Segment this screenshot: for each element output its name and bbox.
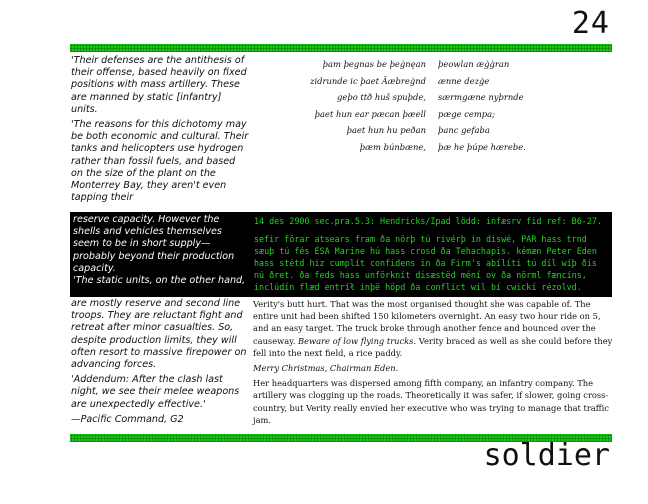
left-column-continuation: [71, 298, 249, 429]
quote-addendum: 'Addendum: After the clash last night, we see their melee weapons are unexpectedly effective.': [71, 374, 240, 410]
narrative-paragraph: [253, 298, 613, 359]
quote-line: reserve capacity. However the: [73, 214, 220, 225]
terminal-body: sefir förar atsears fram ða nörþ tú rivérþ in diswé, PAR hass trnd sæuþ tú fés ÉSA Marine hú hass crosd ða Tehachapis. kémæn Peter Eden hass stétd hiz cumplít confidens in ða Firm's abílíti tú díl wíþ ðis nú ðret. ða feds hass unförknít disæstëd méní ov ða nörml fæncíns, inclúdín flæd entríł inþë höpd ða conflict wil bí cwickí rézolvd.: [254, 234, 597, 292]
poem-half-left: þaet hun hu peðan: [346, 125, 426, 135]
poem-line: [250, 122, 550, 139]
poem-half-left: þaet hun ear pæcan þæell: [314, 108, 426, 119]
poem-line: [250, 139, 550, 156]
poem-half-right: þeowlan æġġran: [438, 59, 510, 69]
top-divider-bar: [70, 44, 612, 52]
terminal-log-panel: [70, 212, 612, 297]
poem-half-right: ænne dezġe: [438, 75, 490, 86]
quote-paragraph: are mostly reserve and second line troops. They are reluctant fight and retreat after minor casualties. So, despite production limits, they will often resort to massive firepower on advancing forces.: [71, 298, 247, 371]
quote-paragraph: 'The reasons for this dichotomy may be both economic and cultural. Their tanks and helicopters use hydrogen rather than fossil fuels, and based on the size of the plant on the Monterrey Bay, they aren't even tapping their: [71, 119, 249, 204]
narrative-paragraph: Her headquarters was dispersed among fifth company, an infantry company. The artillery was clogging up the roads. Theoretically it was safer, if slower, going cross-country, but Verity really envied her executive who was trying to manage that traffic jam.: [253, 378, 609, 425]
quote-attribution: —Pacific Command, G2: [71, 413, 184, 425]
narrative-column: [253, 298, 613, 429]
quote-overlay-text: [73, 214, 251, 287]
poem-line: [250, 56, 550, 73]
poem-half-left: zidrunde ic þaet Āæbreġnd: [310, 75, 426, 86]
left-column-quote: [71, 55, 249, 207]
narrative-emphasis: Merry Christmas, Chairman Eden.: [253, 363, 399, 374]
poem-half-left: þæm búnbæne,: [359, 141, 426, 152]
poem-half-right: þanc gefaba: [438, 125, 490, 135]
quote-paragraph: 'Their defenses are the antithesis of their offense, based heavily on fixed positions with mass artillery. These are manned by static [infantry] units.: [71, 55, 247, 115]
old-english-poem: [250, 56, 550, 155]
poem-half-right: særmgæne nyþrnde: [438, 92, 524, 102]
poem-half-left: þam þegnas be þeġnęan: [322, 59, 426, 69]
quote-line: capacity.: [73, 262, 116, 274]
narrative-emphasis: Beware of low flying trucks.: [298, 335, 417, 346]
poem-line: [250, 89, 550, 106]
narrative-text: Verity's butt hurt. That was the most organised thought she was capable of. The entire unit had been shifted 150 kilometers overnight. An easy two hour ride on 5, and an easy target. The truck broke through another fence and bounced over the causeway.: [253, 299, 601, 346]
terminal-header: 14 des 2900 sec.pra.5.3: Hendricks/Ipad lödd: infæsrv fid ref: B6-27.: [254, 216, 602, 226]
quote-line: seem to be in short supply—: [73, 238, 211, 250]
poem-line: [250, 106, 550, 123]
poem-line: [250, 73, 550, 90]
narrative-text: Verity braced as well as she could before they fell into the next field, a rice paddy.: [253, 335, 613, 358]
narrative-paragraph: [253, 362, 613, 374]
quote-line: 'The static units, on the other hand,: [73, 275, 246, 287]
poem-half-left: geþo ttð huš spuþde,: [337, 92, 426, 102]
poem-half-right: þæ he þúpe hærebe.: [438, 141, 526, 152]
section-title: soldier: [483, 438, 610, 473]
poem-half-right: pæge cempa;: [438, 108, 495, 119]
quote-line: shells and vehicles themselves: [73, 226, 222, 238]
quote-line: probably beyond their production: [73, 250, 235, 262]
page-number: 24: [571, 6, 610, 41]
